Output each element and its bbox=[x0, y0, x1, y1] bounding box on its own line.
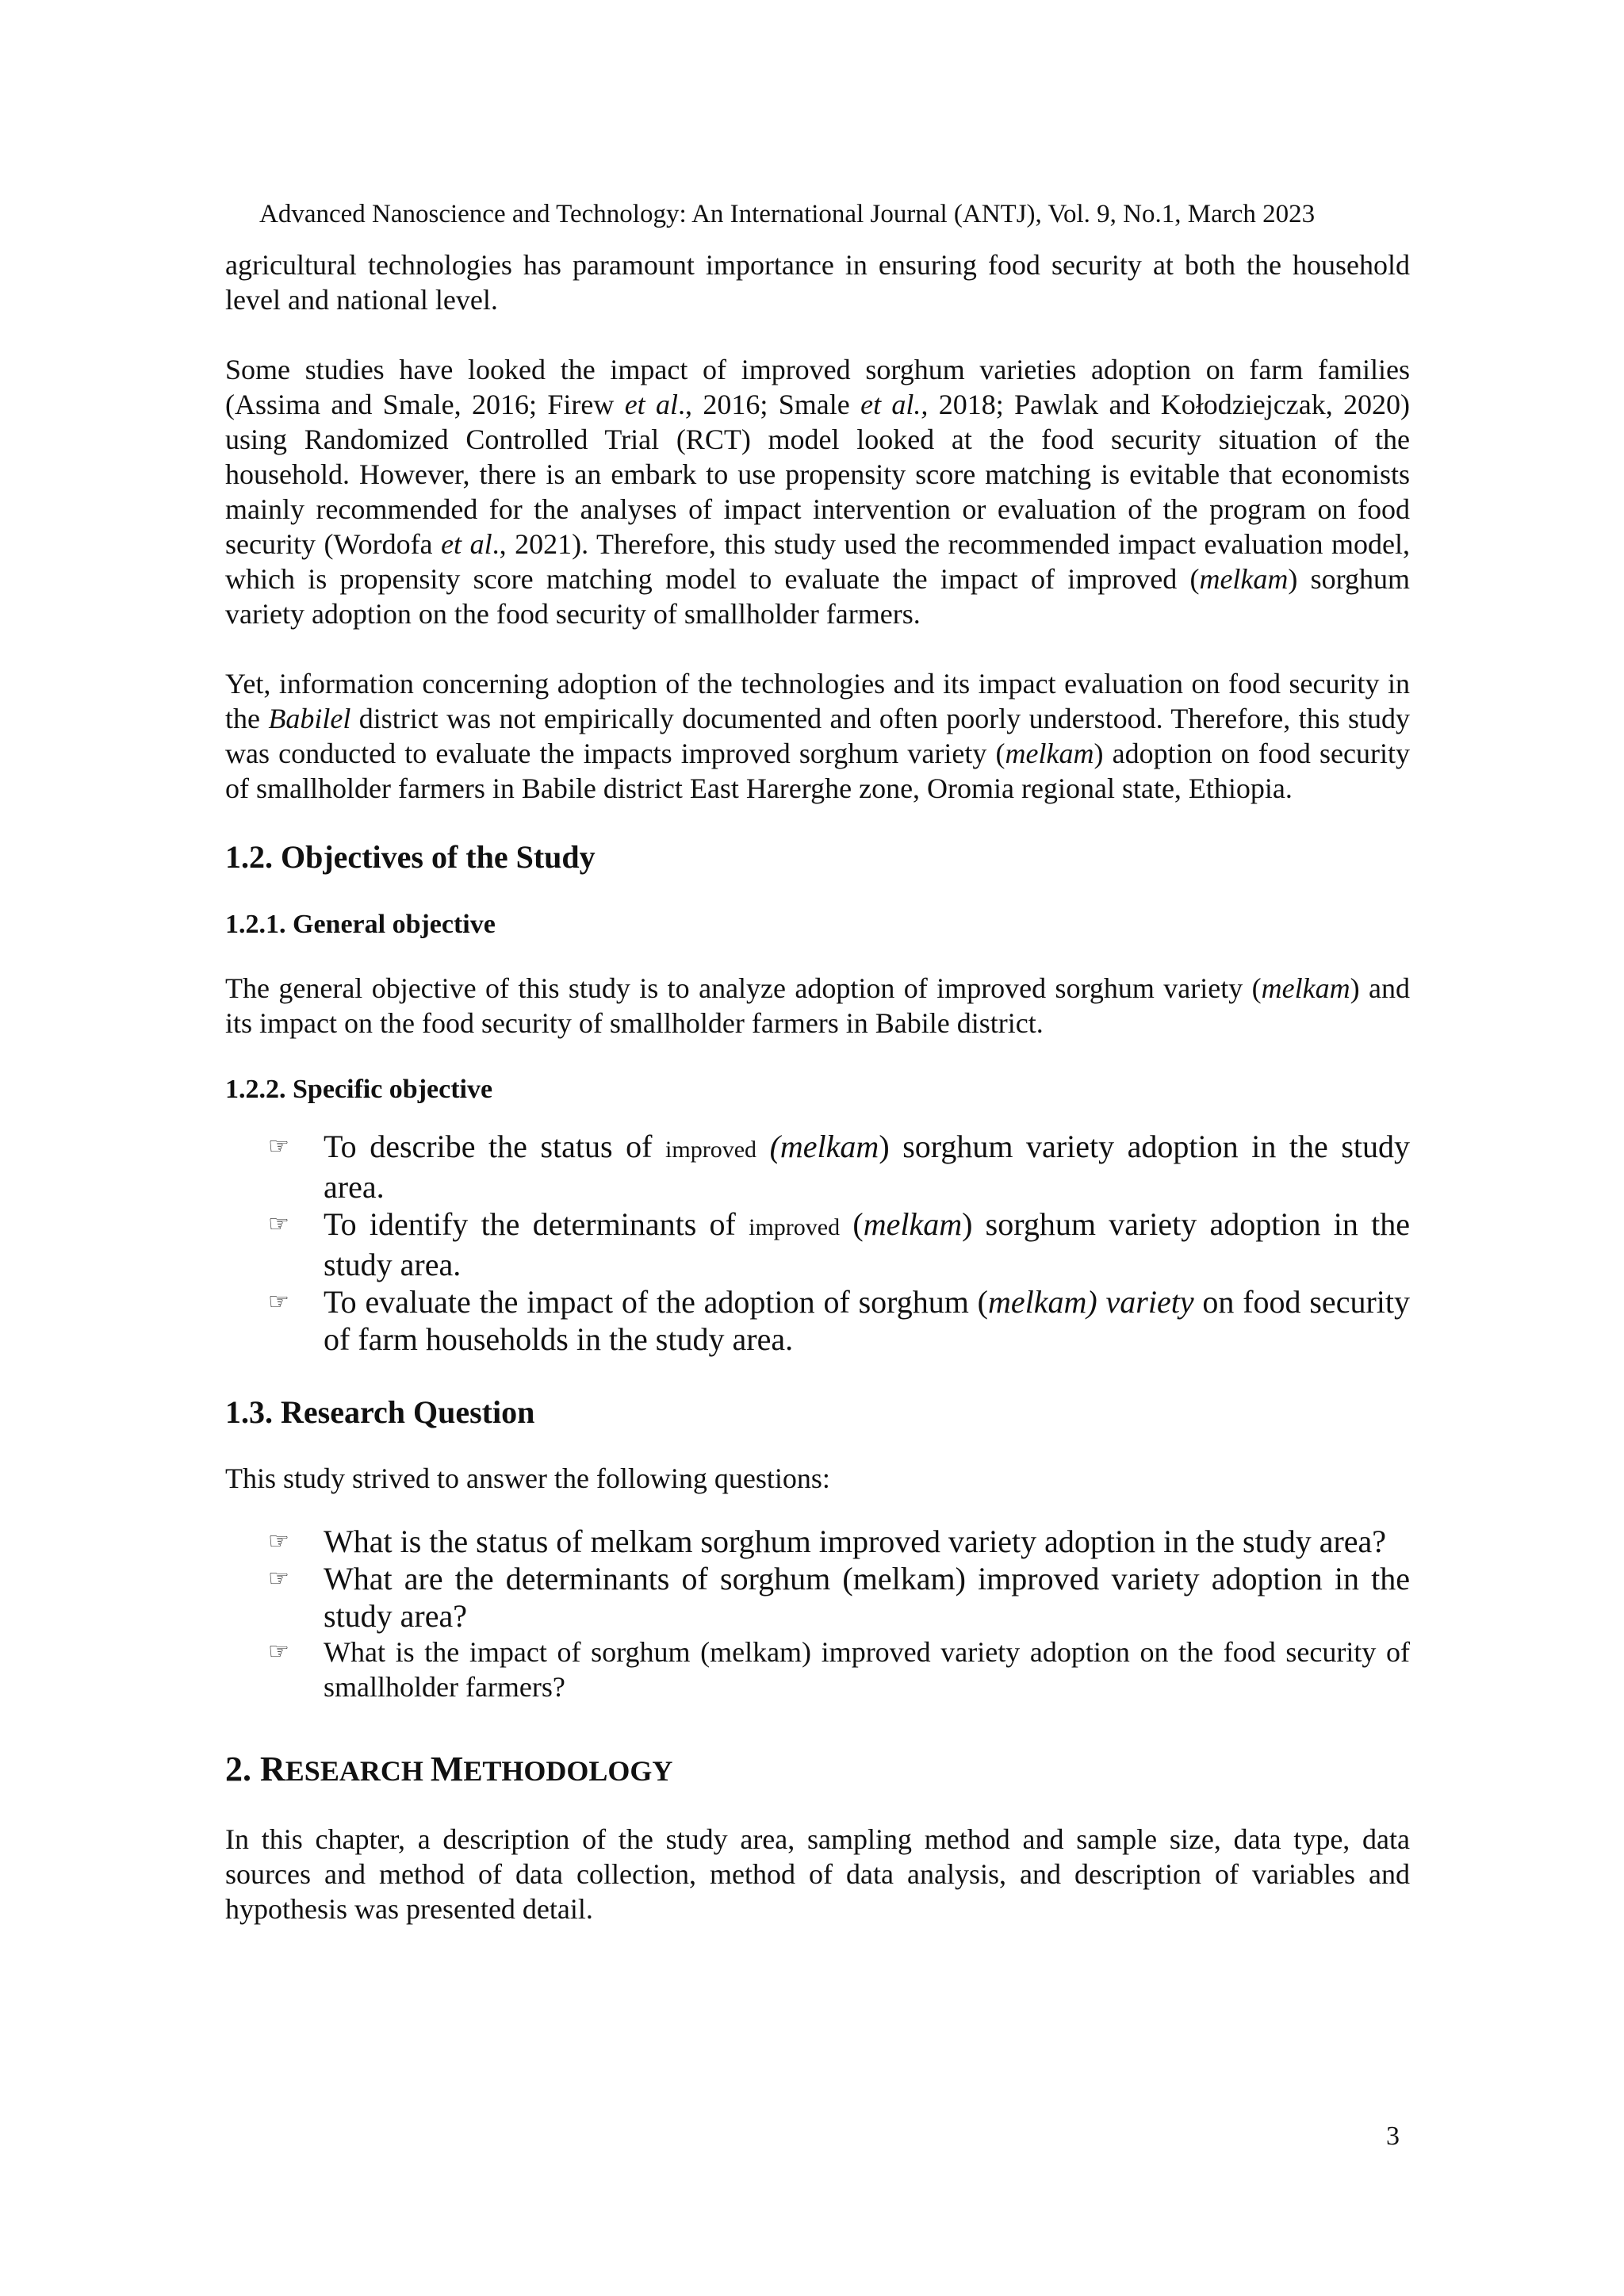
list-item-text: What are the determinants of sorghum (melkam) improved variety adoption in the study area? bbox=[324, 1561, 1410, 1634]
text-run: To identify the determinants of bbox=[324, 1206, 749, 1242]
text-run: Yet, information concerning adoption of the technologies and its impact evaluation on food security in the bbox=[225, 668, 1410, 734]
list-item bbox=[268, 1560, 1410, 1635]
page-number: 3 bbox=[1386, 2122, 1400, 2151]
heading-smallcaps: ESEARCH bbox=[285, 1755, 431, 1787]
section-heading-objectives: 1.2. Objectives of the Study bbox=[225, 839, 596, 875]
text-run: ( bbox=[840, 1206, 864, 1242]
text-run: The general objective of this study is to analyze adoption of improved sorghum variety ( bbox=[225, 972, 1262, 1004]
text-run: improved bbox=[749, 1214, 841, 1240]
italic-run: et al., bbox=[860, 389, 929, 420]
list-item bbox=[268, 1635, 1410, 1704]
list-item bbox=[268, 1283, 1410, 1358]
heading-smallcaps: ETHODOLOGY bbox=[463, 1755, 673, 1787]
heading-cap: R bbox=[260, 1750, 285, 1788]
italic-run: Babilel bbox=[268, 703, 351, 734]
section-heading-research-question: 1.3. Research Question bbox=[225, 1394, 535, 1430]
research-question-intro: This study strived to answer the following questions: bbox=[225, 1462, 830, 1494]
text-run: To describe the status of bbox=[324, 1129, 666, 1164]
pointing-hand-icon: ☞ bbox=[268, 1288, 289, 1316]
pointing-hand-icon: ☞ bbox=[268, 1210, 289, 1238]
paragraph-prior-studies bbox=[225, 352, 1410, 631]
text-run: To evaluate the impact of the adoption of sorghum ( bbox=[324, 1284, 989, 1320]
list-item bbox=[268, 1128, 1411, 1205]
italic-run: melkam) variety bbox=[988, 1284, 1194, 1320]
list-item bbox=[268, 1523, 1410, 1560]
text-run: Some studies have looked the impact of improved sorghum varieties adoption on farm families (Assima and Smale, 2016; Firew bbox=[225, 354, 1410, 420]
text-run: ) and its impact on the food security of smallholder farmers in Babile district. bbox=[225, 972, 1410, 1039]
subsection-heading-general-objective: 1.2.1. General objective bbox=[225, 910, 496, 939]
text-run: improved bbox=[665, 1137, 757, 1163]
italic-run: melkam bbox=[863, 1206, 963, 1242]
text-run: ., 2016; Smale bbox=[678, 389, 861, 420]
text-run: ) sorghum variety adoption in the study area. bbox=[324, 1129, 1411, 1205]
subsection-heading-specific-objective: 1.2.2. Specific objective bbox=[225, 1075, 493, 1104]
research-questions-list bbox=[225, 1523, 1410, 1704]
text-run: ) sorghum variety adoption on the food security of smallholder farmers. bbox=[225, 563, 1410, 630]
paragraph-research-gap bbox=[225, 666, 1410, 806]
list-item bbox=[268, 1205, 1410, 1283]
pointing-hand-icon: ☞ bbox=[268, 1565, 289, 1593]
text-run: district was not empirically documented and often poorly understood. Therefore, this study was conducted to evaluate the impacts improved sorghum variety ( bbox=[225, 703, 1411, 769]
paragraph-general-objective bbox=[225, 971, 1410, 1041]
pointing-hand-icon: ☞ bbox=[268, 1133, 289, 1160]
italic-run: melkam bbox=[1005, 738, 1094, 769]
italic-run: et al bbox=[441, 528, 492, 560]
text-run: 2018; Pawlak and Kołodziejczak, 2020) using Randomized Controlled Trial (RCT) model looked at the food security situation of the household. However, there is an embark to use propensity score matching is evitable that economists mainly recommended for the analyses of impact intervention or evaluation of the program on food security (Wordofa bbox=[225, 389, 1411, 560]
text-run: ) adoption on food security of smallholder farmers in Babile district East Harerghe zone, Oromia regional state, Ethiopia. bbox=[225, 738, 1411, 804]
italic-run: melkam bbox=[1261, 972, 1350, 1004]
text-run: ., 2021). Therefore, this study used the recommended impact evaluation model, which is propensity score matching model to evaluate the impact of improved ( bbox=[225, 528, 1411, 595]
paragraph-continuation: agricultural technologies has paramount importance in ensuring food security at both the household level and national level. bbox=[225, 249, 1410, 316]
heading-number: 2. bbox=[225, 1750, 260, 1788]
text-run: on food security of farm households in the study area. bbox=[324, 1284, 1410, 1357]
italic-run: (melkam bbox=[756, 1129, 879, 1164]
pointing-hand-icon: ☞ bbox=[268, 1527, 289, 1555]
specific-objectives-list bbox=[225, 1128, 1410, 1358]
italic-run: et al bbox=[624, 389, 679, 420]
page-content bbox=[225, 247, 1410, 1926]
list-item-text: What is the impact of sorghum (melkam) improved variety adoption on the food security of smallholder farmers? bbox=[324, 1636, 1410, 1703]
text-run: ) sorghum variety adoption in the study area. bbox=[324, 1206, 1410, 1282]
running-header: Advanced Nanoscience and Technology: An International Journal (ANTJ), Vol. 9, No.1, March 2023 bbox=[259, 200, 1316, 228]
paragraph-methodology-intro: In this chapter, a description of the study area, sampling method and sample size, data type, data sources and method of data collection, method of data analysis, and description of variables and hypothesis was presented detail. bbox=[225, 1823, 1410, 1925]
italic-run: melkam bbox=[1199, 563, 1289, 595]
list-item-text: What is the status of melkam sorghum improved variety adoption in the study area? bbox=[324, 1524, 1387, 1559]
heading-cap: M bbox=[430, 1750, 464, 1788]
pointing-hand-icon: ☞ bbox=[268, 1638, 289, 1665]
section-heading-research-methodology bbox=[225, 1749, 1410, 1792]
